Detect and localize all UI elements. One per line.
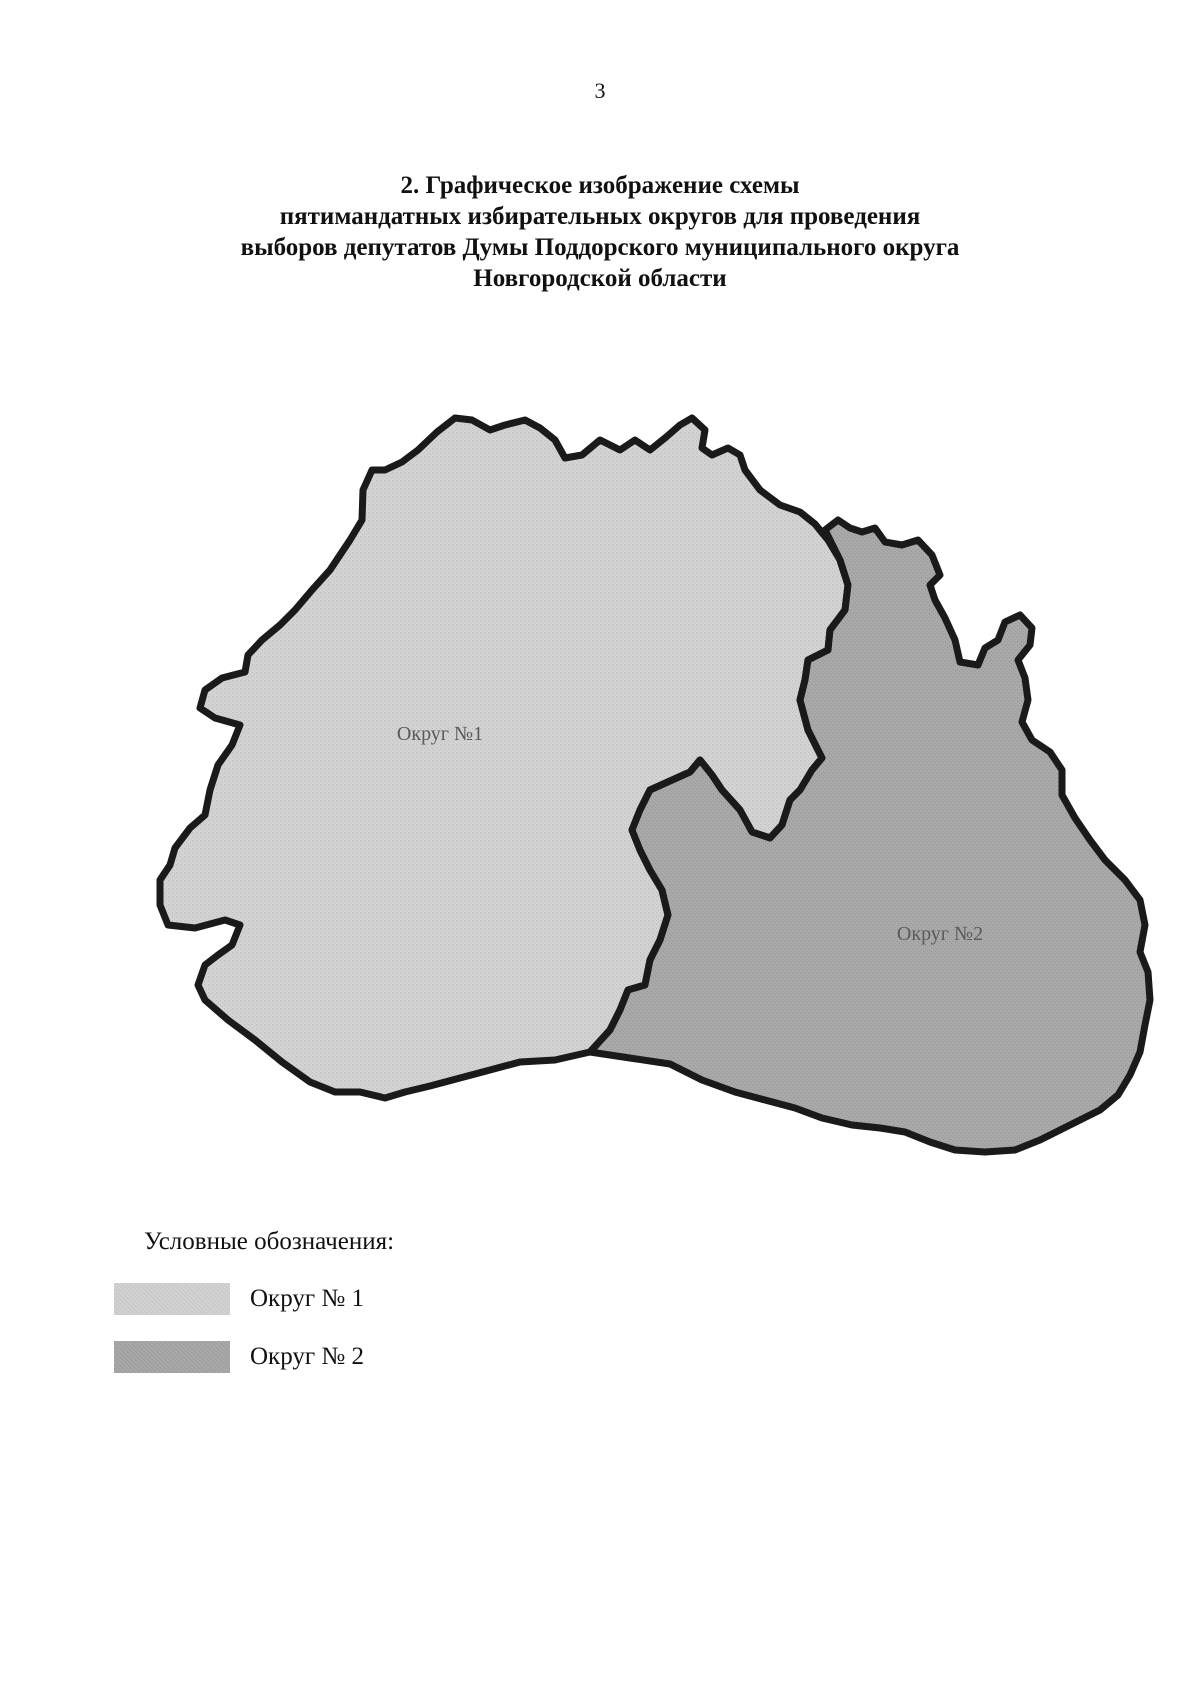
legend-item-district-1 [114, 1282, 614, 1316]
legend-swatch-district-2 [114, 1341, 230, 1373]
map-legend [114, 1228, 614, 1398]
legend-item-district-2 [114, 1340, 614, 1374]
title-line-4: Новгородской области [473, 265, 727, 292]
page-number: 3 [594, 78, 606, 103]
title-line-2: пятимандатных избирательных округов для проведения [279, 203, 921, 230]
legend-label-district-1: Округ № 1 [250, 1285, 364, 1312]
title-line-3: выборов депутатов Думы Поддорского муниципального округа [240, 234, 960, 261]
title-line-1: 2. Графическое изображение схемы [400, 172, 800, 199]
legend-title: Условные обозначения: [144, 1228, 395, 1255]
district-1-label: Округ №1 [396, 723, 484, 745]
legend-swatch-district-1 [114, 1283, 230, 1315]
district-2-label: Округ №2 [896, 923, 984, 945]
legend-label-district-2: Округ № 2 [250, 1343, 364, 1370]
